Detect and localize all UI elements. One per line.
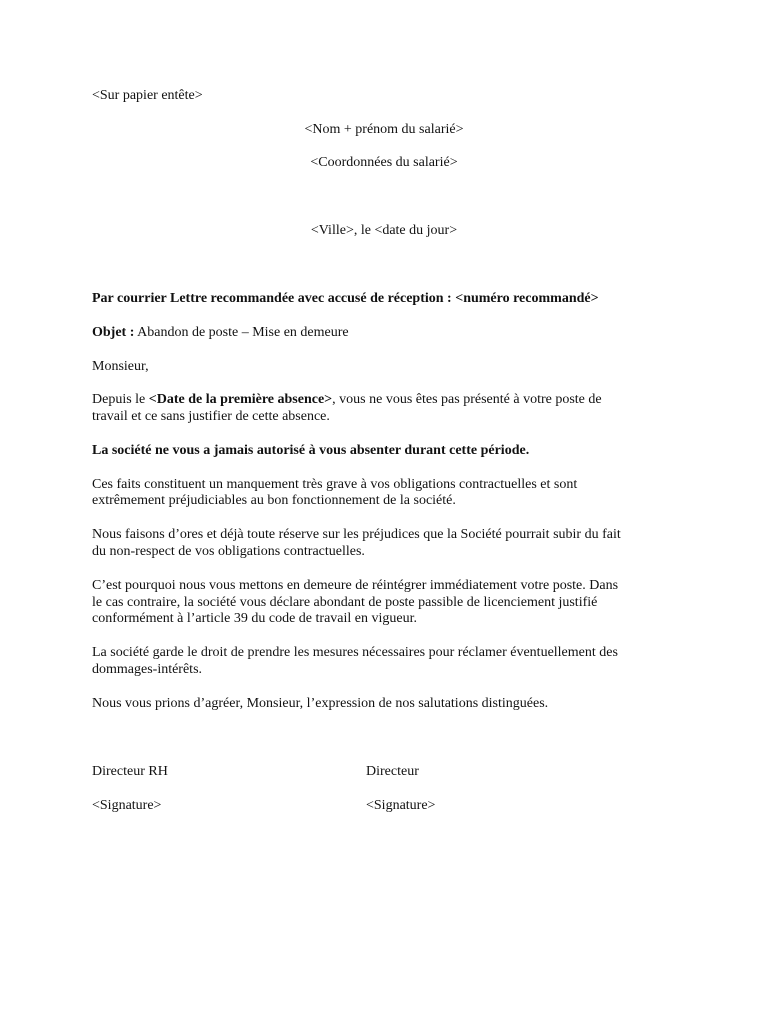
recipient-address: <Coordonnées du salarié> <box>310 155 458 170</box>
paragraph-3-line-1: Ces faits constituent un manquement très grave à vos obligations contractuelles et sont <box>92 477 578 492</box>
signatory-director-title: Directeur <box>366 764 419 779</box>
closing-formula: Nous vous prions d’agréer, Monsieur, l’expression de nos salutations distinguées. <box>92 696 549 711</box>
signature-placeholder-hr: <Signature> <box>92 798 162 813</box>
paragraph-6-line-1: La société garde le droit de prendre les mesures nécessaires pour réclamer éventuellement des <box>92 645 618 660</box>
place-date: <Ville>, le <date du jour> <box>310 223 458 238</box>
subject-line <box>92 324 349 341</box>
paragraph-1-intro: Depuis le <box>92 392 149 407</box>
signature-placeholder-director: <Signature> <box>366 798 436 813</box>
recipient-name: <Nom + prénom du salarié> <box>304 122 464 137</box>
paragraph-5-line-1: C’est pourquoi nous vous mettons en demeure de réintégrer immédiatement votre poste. Dans <box>92 578 619 593</box>
paragraph-1-line-1 <box>92 391 602 408</box>
paragraph-5-line-3: conformément à l’article 39 du code de travail en vigueur. <box>92 611 417 626</box>
letterhead-placeholder: <Sur papier entête> <box>92 88 203 103</box>
paragraph-4-line-1: Nous faisons d’ores et déjà toute réserve sur les préjudices que la Société pourrait subir du fait <box>92 527 621 542</box>
paragraph-4-line-2: du non-respect de vos obligations contractuelles. <box>92 544 365 559</box>
paragraph-6-line-2: dommages-intérêts. <box>92 662 203 677</box>
paragraph-3-line-2: extrêmement préjudiciables au bon fonctionnement de la société. <box>92 493 456 508</box>
subject-text: Abandon de poste – Mise en demeure <box>134 325 349 340</box>
paragraph-1-line-2: travail et ce sans justifier de cette absence. <box>92 409 330 424</box>
salutation: Monsieur, <box>92 359 149 374</box>
paragraph-1-continuation: , vous ne vous êtes pas présenté à votre poste de <box>332 392 602 407</box>
paragraph-5-line-2: le cas contraire, la société vous déclare abondant de poste passible de licenciement justifié <box>92 595 598 610</box>
delivery-mode: Par courrier Lettre recommandée avec accusé de réception : <numéro recommandé> <box>92 291 599 306</box>
paragraph-2: La société ne vous a jamais autorisé à vous absenter durant cette période. <box>92 443 530 458</box>
subject-label: Objet : <box>92 325 135 340</box>
signatory-hr-director-title: Directeur RH <box>92 764 168 779</box>
first-absence-date-placeholder: <Date de la première absence> <box>148 392 333 407</box>
